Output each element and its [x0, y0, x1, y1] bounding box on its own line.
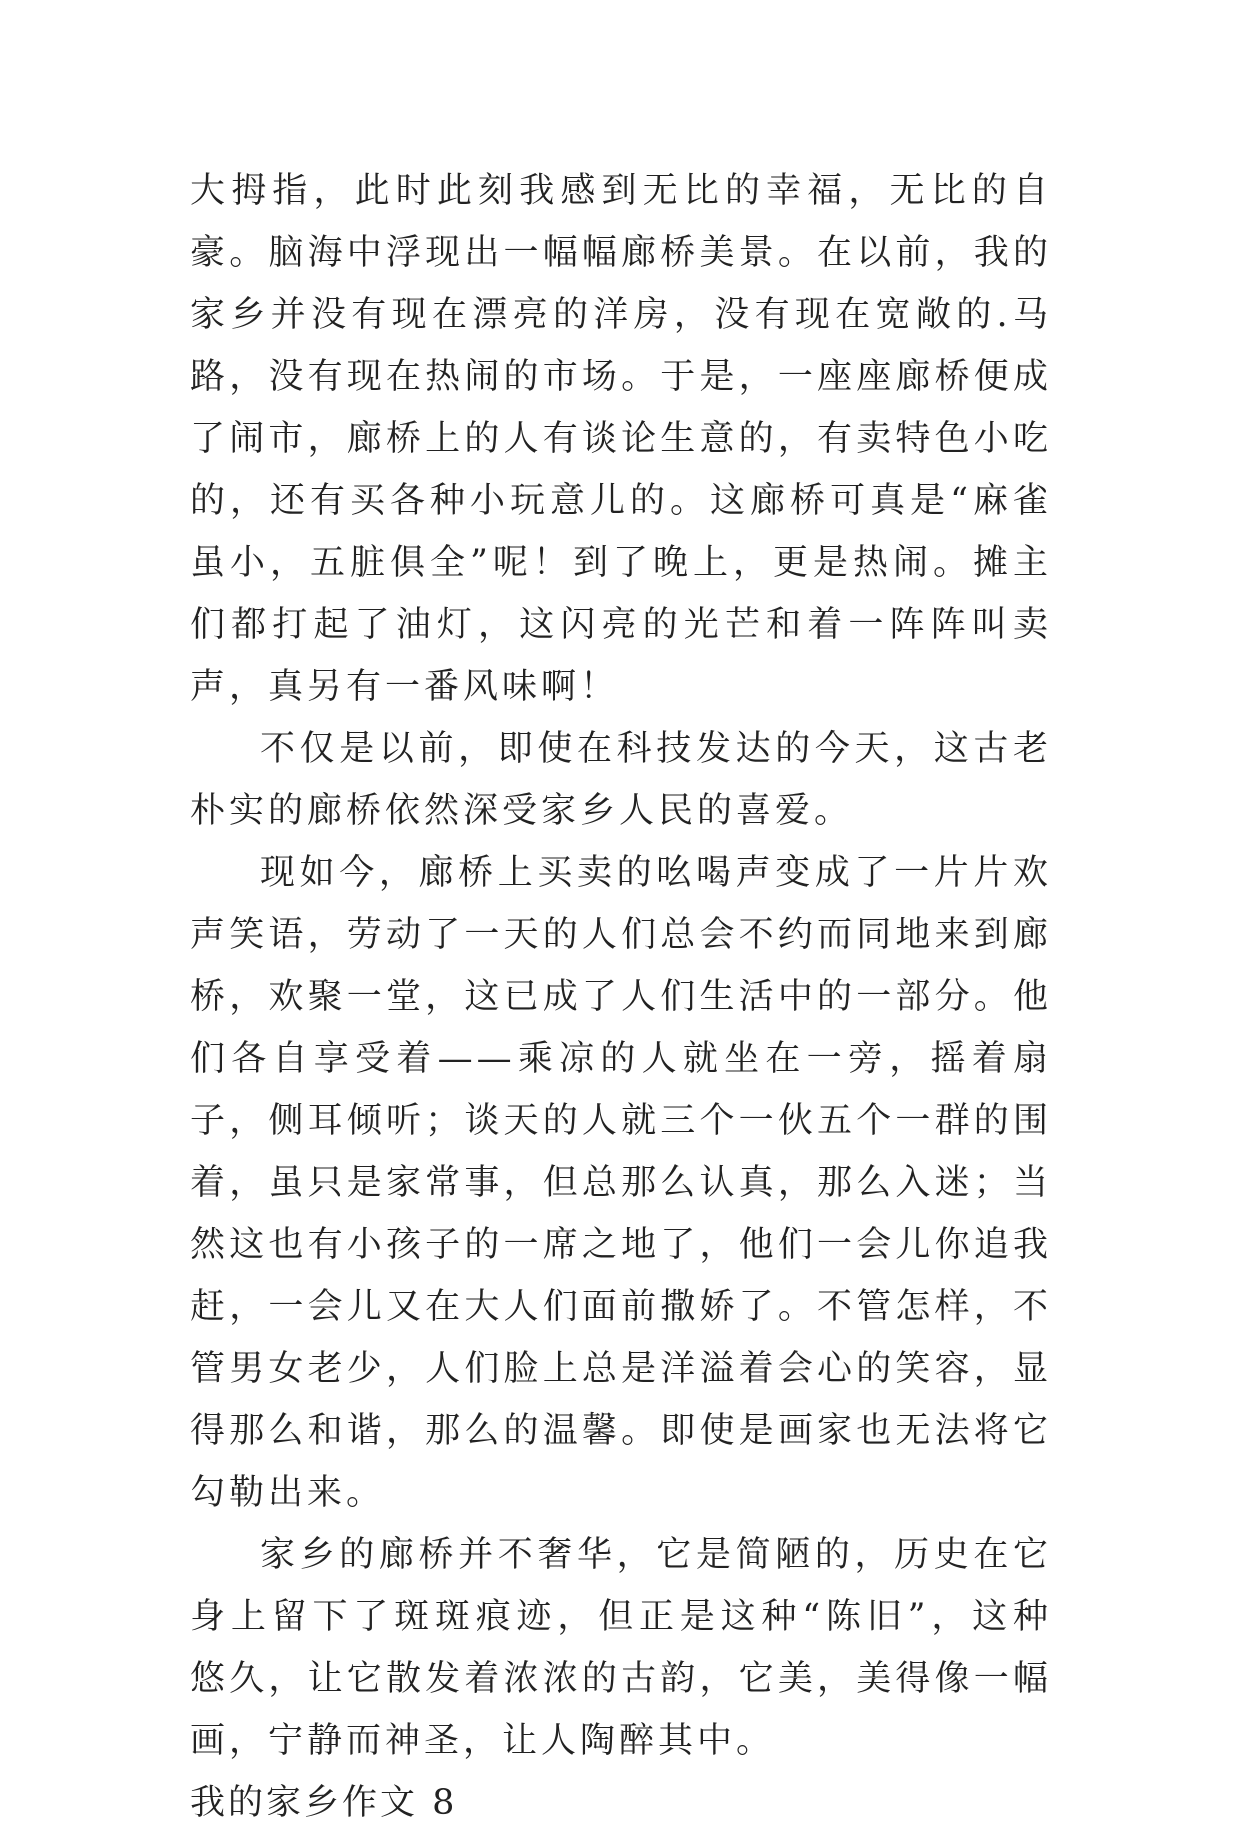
paragraph: 家乡的廊桥并不奢华，它是简陋的，历史在它身上留下了斑斑痕迹，但正是这种“陈旧”，这种悠久，让它散发着浓浓的古韵，它美，美得像一幅画，宁静而神圣，让人陶醉其中。	[190, 1535, 1052, 1761]
paragraph-continued: 大拇指，此时此刻我感到无比的幸福，无比的自豪。脑海中浮现出一幅幅廊桥美景。在以前，我的家乡并没有现在漂亮的洋房，没有现在宽敞的.马路，没有现在热闹的市场。于是，一座座廊桥便成了闹市，廊桥上的人有谈论生意的，有卖特色小吃的，还有买各种小玩意儿的。这廊桥可真是“麻雀虽小，五脏俱全”呢！到了晚上，更是热闹。摊主们都打起了油灯，这闪亮的光芒和着一阵阵叫卖声，真另有一番风味啊！	[190, 171, 1052, 707]
section-heading: 我的家乡作文 8	[190, 1783, 458, 1823]
document-body	[190, 160, 1052, 1834]
paragraph: 现如今，廊桥上买卖的吆喝声变成了一片片欢声笑语，劳动了一天的人们总会不约而同地来到廊桥，欢聚一堂，这已成了人们生活中的一部分。他们各自享受着——乘凉的人就坐在一旁，摇着扇子，侧耳倾听；谈天的人就三个一伙五个一群的围着，虽只是家常事，但总那么认真，那么入迷；当然这也有小孩子的一席之地了，他们一会儿你追我赶，一会儿又在大人们面前撒娇了。不管怎样，不管男女老少，人们脸上总是洋溢着会心的笑容，显得那么和谐，那么的温馨。即使是画家也无法将它勾勒出来。	[190, 853, 1052, 1513]
paragraph: 不仅是以前，即使在科技发达的今天，这古老朴实的廊桥依然深受家乡人民的喜爱。	[190, 729, 1052, 831]
